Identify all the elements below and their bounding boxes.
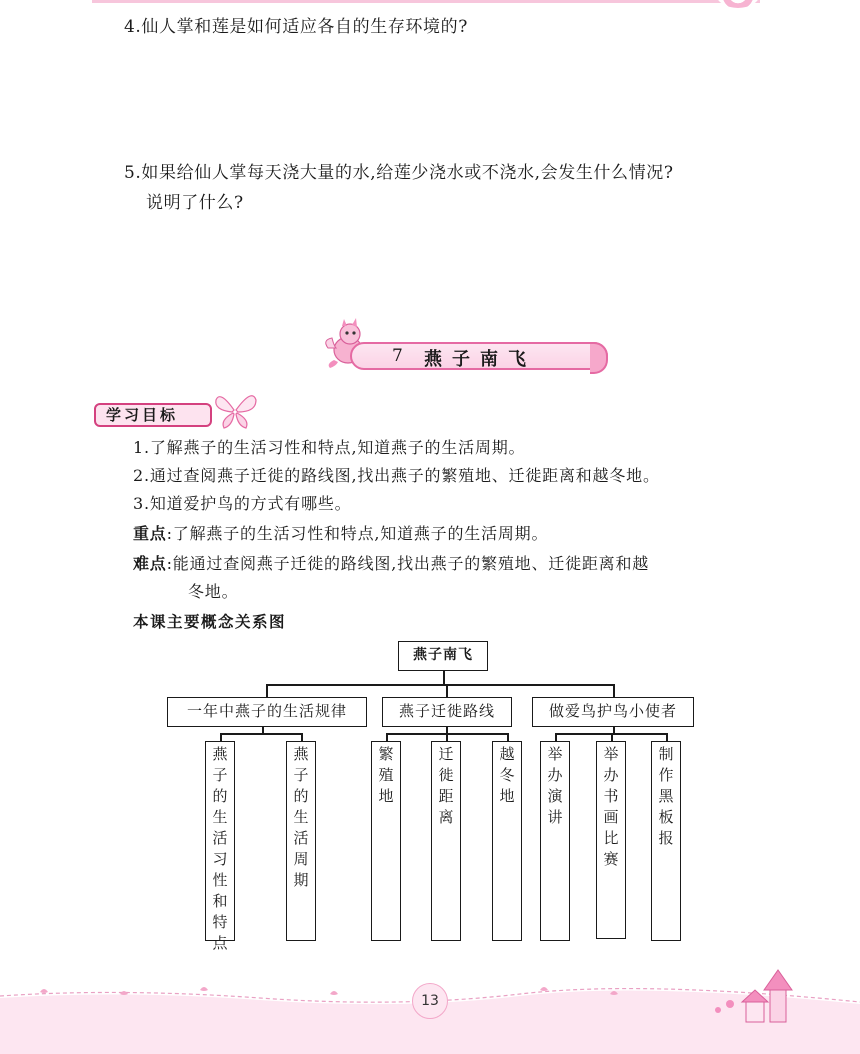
key-point [133,520,548,548]
key-point-label: 重点 [133,524,167,543]
lesson-title-banner [350,342,608,370]
leaf-blackboard-newspaper: 制作黑板报 [651,741,681,941]
branch-bird-protector: 做爱鸟护鸟小使者 [532,697,694,727]
question-5-line-2: 说明了什么? [146,193,244,213]
leaf-habits: 燕子的生活习性和特点 [205,741,235,941]
flower-ornament-icon [716,0,760,8]
connector [386,733,388,741]
connector [220,733,302,735]
leaf-art-contest: 举办书画比赛 [596,741,626,939]
branch-migration-route: 燕子迁徙路线 [382,697,512,727]
concept-root: 燕子南飞 [398,641,488,671]
butterfly-icon [212,390,258,430]
connector [507,733,509,741]
banner-cap [590,342,608,374]
connector [446,684,448,697]
objective-3: 3.知道爱护鸟的方式有哪些。 [133,494,352,513]
question-5-line-1: 5.如果给仙人掌每天浇大量的水,给莲少浇水或不浇水,会发生什么情况? [124,163,674,183]
lesson-title: 燕子南飞 [424,349,536,370]
leaf-life-cycle: 燕子的生活周期 [286,741,316,941]
leaf-hold-speech: 举办演讲 [540,741,570,941]
connector [613,684,615,697]
connector [266,684,614,686]
branch-life-pattern: 一年中燕子的生活规律 [167,697,367,727]
connector [220,733,222,741]
leaf-wintering-ground: 越冬地 [492,741,522,941]
lesson-number: 7 [392,346,403,366]
connector [266,684,268,697]
concept-map-heading: 本课主要概念关系图 [133,613,287,631]
key-point-text: :了解燕子的生活习性和特点,知道燕子的生活周期。 [166,524,549,543]
connector [555,733,557,741]
difficult-point-continued: 冬地。 [188,582,239,601]
difficult-point-text: :能通过查阅燕子迁徙的路线图,找出燕子的繁殖地、迁徙距离和越 [166,554,650,573]
top-rule [92,0,760,3]
objectives-header: 学习目标 [94,403,212,427]
question-4: 4.仙人掌和莲是如何适应各自的生存环境的? [124,17,468,37]
difficult-point-label: 难点 [133,554,167,573]
connector [301,733,303,741]
page-number: 13 [412,983,448,1019]
objective-1: 1.了解燕子的生活习性和特点,知道燕子的生活周期。 [133,438,526,457]
connector [446,733,448,741]
objective-2: 2.通过查阅燕子迁徙的路线图,找出燕子的繁殖地、迁徙距离和越冬地。 [133,466,660,485]
leaf-migration-distance: 迁徙距离 [431,741,461,941]
connector [443,671,445,685]
leaf-breeding-ground: 繁殖地 [371,741,401,941]
connector [666,733,668,741]
difficult-point [133,550,649,578]
connector [611,733,613,741]
question-5 [124,158,674,218]
